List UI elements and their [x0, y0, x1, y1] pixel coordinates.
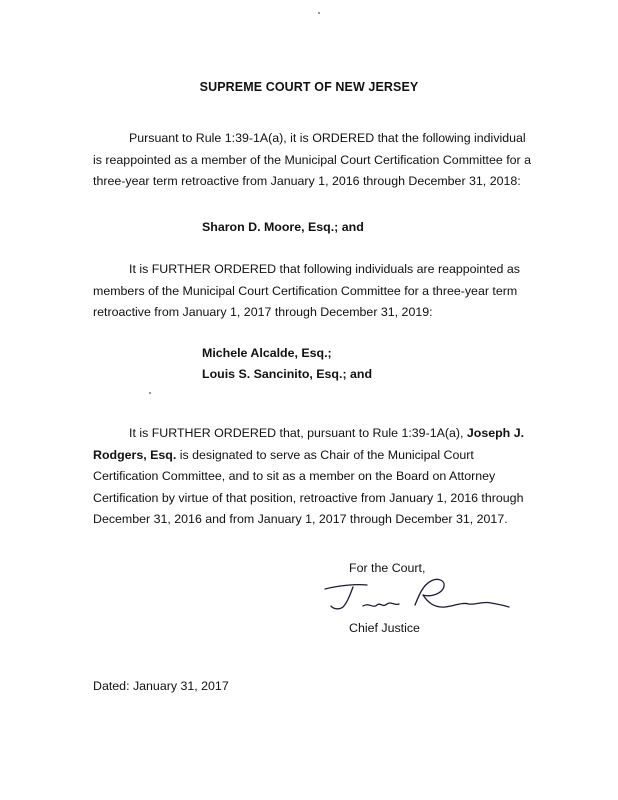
appointee-name: Sharon D. Moore, Esq.; and: [202, 220, 364, 234]
paragraph-line: members of the Municipal Court Certification Committee for a three-year term: [93, 283, 518, 298]
appointee-name: Michele Alcalde, Esq.;: [202, 346, 332, 360]
dated-line: Dated: January 31, 2017: [93, 679, 229, 693]
paragraph-line: retroactive from January 1, 2017 through December 31, 2019:: [93, 305, 433, 319]
order-paragraph-2: [93, 259, 533, 324]
paragraph-line: is reappointed as a member of the Municipal Court Certification Committee for a: [93, 152, 531, 167]
signature-block: [345, 561, 545, 651]
scan-speck: [149, 392, 151, 394]
scan-speck: [318, 12, 320, 14]
court-title: SUPREME COURT OF NEW JERSEY: [199, 80, 419, 94]
paragraph-line: [93, 423, 533, 445]
paragraph-line: three-year term retroactive from January 1, 2016 through December 31, 2018:: [93, 174, 521, 188]
appointee-name: Louis S. Sancinito, Esq.; and: [202, 367, 373, 381]
paragraph-line: It is FURTHER ORDERED that following individuals are reappointed as: [129, 262, 520, 276]
handwritten-signature: [323, 575, 513, 625]
paragraph-line: Pursuant to Rule 1:39-1A(a), it is ORDERED that the following individual: [129, 131, 526, 145]
paragraph-line: December 31, 2016 and from January 1, 2017 through December 31, 2017.: [93, 512, 508, 526]
order-paragraph-1: [93, 128, 533, 193]
for-the-court-label: For the Court,: [349, 561, 426, 575]
paragraph-text: is designated to serve as Chair of the Municipal Court: [176, 447, 474, 462]
chair-name-part: Rodgers, Esq.: [93, 447, 177, 462]
paragraph-text: It is FURTHER ORDERED that, pursuant to Rule 1:39-1A(a),: [129, 426, 467, 440]
paragraph-line: [93, 445, 533, 467]
paragraph-line: Certification Committee, and to sit as a member on the Board on Attorney: [93, 469, 496, 483]
chief-justice-label: Chief Justice: [349, 621, 420, 635]
order-paragraph-3: [93, 423, 533, 531]
chair-name-part: Joseph J.: [466, 426, 525, 440]
paragraph-line: Certification by virtue of that position, retroactive from January 1, 2016 through: [93, 490, 524, 505]
